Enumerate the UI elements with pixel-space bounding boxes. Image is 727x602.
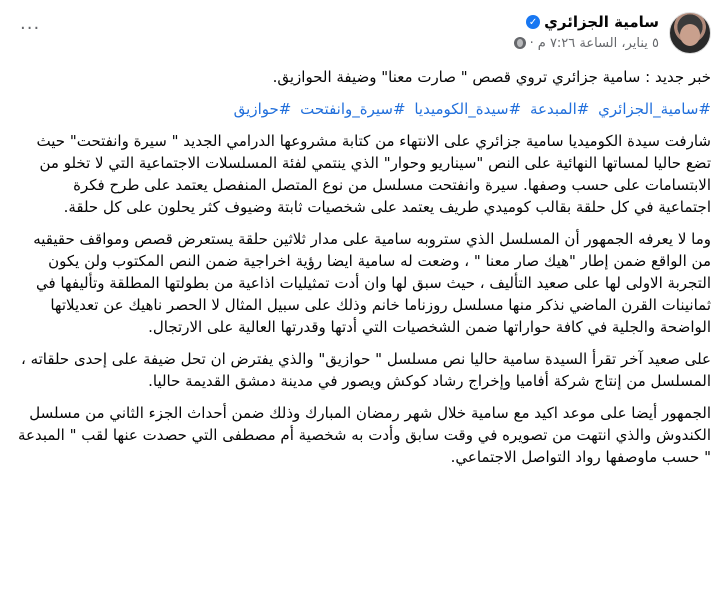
post-paragraph: وما لا يعرفه الجمهور أن المسلسل الذي ستروبه سامية على مدار ثلاثين حلقة يستعرض قصص ومواقف حقيقيه من الواقع ضمن إطار "هيك صار معنا " ، وضعت له سامية ايضا رؤية اخراجية ضمن النص المكتوب ولن يكون التجربة الاولى لها على صعيد التأليف ، حيث سبق لها وان أدت تمثيليات اذاعية من بطولتها المطلقة وتأليفها في ثمانينات القرن الماضي نذكر منها مسلسل روزناما خانم وذلك على سبيل المثال لا الحصر ناهيك عن تعديلاتها الواضحة والجلية في كافة حواراتها ضمن الشخصيات التي أدتها وقدرتها العالية على الارتجال. bbox=[33, 230, 711, 336]
post-header bbox=[16, 8, 711, 56]
hashtag-link[interactable]: #المبدعة bbox=[529, 100, 590, 118]
timestamp-row bbox=[514, 33, 659, 53]
post-content bbox=[16, 66, 711, 478]
hashtag-link[interactable]: #سيدة_الكوميديا bbox=[414, 100, 522, 118]
separator-dot: · bbox=[529, 35, 534, 51]
post-timestamp[interactable]: ٥ يناير، الساعة ٧:٢٦ م bbox=[537, 35, 659, 51]
author-name[interactable]: سامية الجزائري bbox=[544, 13, 659, 31]
post-paragraph: على صعيد آخر تقرأ السيدة سامية حاليا نص مسلسل " حوازيق" والذي يفترض ان تحل ضيفة على إحدى حلقاته ، المسلسل من إنتاج شركة أفاميا وإخراج رشاد كوكش ويصور في مدينة دمشق القديمة حاليا. bbox=[20, 350, 711, 390]
post-paragraph: الجمهور أيضا على موعد اكيد مع سامية خلال شهر رمضان المبارك وذلك ضمن أحداث الجزء الثاني من مسلسل الكندوش والذي انتهت من تصويره في وقت سابق وأدت به شخصية أم مصطفى التي حصدت عنها لقب " المبدعة " حسب ماوصفها رواد التواصل الاجتماعي. bbox=[18, 404, 711, 466]
author-avatar[interactable] bbox=[669, 12, 711, 54]
author-row bbox=[514, 11, 659, 33]
hashtag-list bbox=[16, 98, 711, 120]
verified-badge-icon: ✓ bbox=[526, 15, 540, 29]
more-options-icon[interactable]: ··· bbox=[20, 18, 41, 39]
globe-icon[interactable] bbox=[514, 37, 526, 49]
post-paragraph: خبر جديد : سامية جزائري تروي قصص " صارت معنا" وضيفة الحوازيق. bbox=[272, 68, 711, 86]
hashtag-link[interactable]: #سيرة_وانفتحت bbox=[300, 100, 406, 118]
hashtag-link[interactable]: #حوازيق bbox=[233, 100, 292, 118]
post-paragraph: شارفت سيدة الكوميديا سامية جزائري على الانتهاء من كتابة مشروعها الدرامي الجديد " سيرة وانفتحت" حيث تضع حاليا لمساتها النهائية على النص "سيناريو وحوار" الذي ينتمي لفئة المسلسلات الاجتماعية التي لا تخلو من الابتسامات على حسب وصفها. سيرة وانفتحت مسلسل من نوع المتصل المنفصل يعتمد على طرح فكرة اجتماعية في كل حلقة بقالب كوميدي طريف يعتمد على شخصيات ثابتة وضيوف كثر يحلون على كل حلقة. bbox=[36, 132, 711, 216]
hashtag-link[interactable]: #سامية_الجزائري bbox=[598, 100, 711, 118]
post-meta bbox=[514, 11, 659, 53]
